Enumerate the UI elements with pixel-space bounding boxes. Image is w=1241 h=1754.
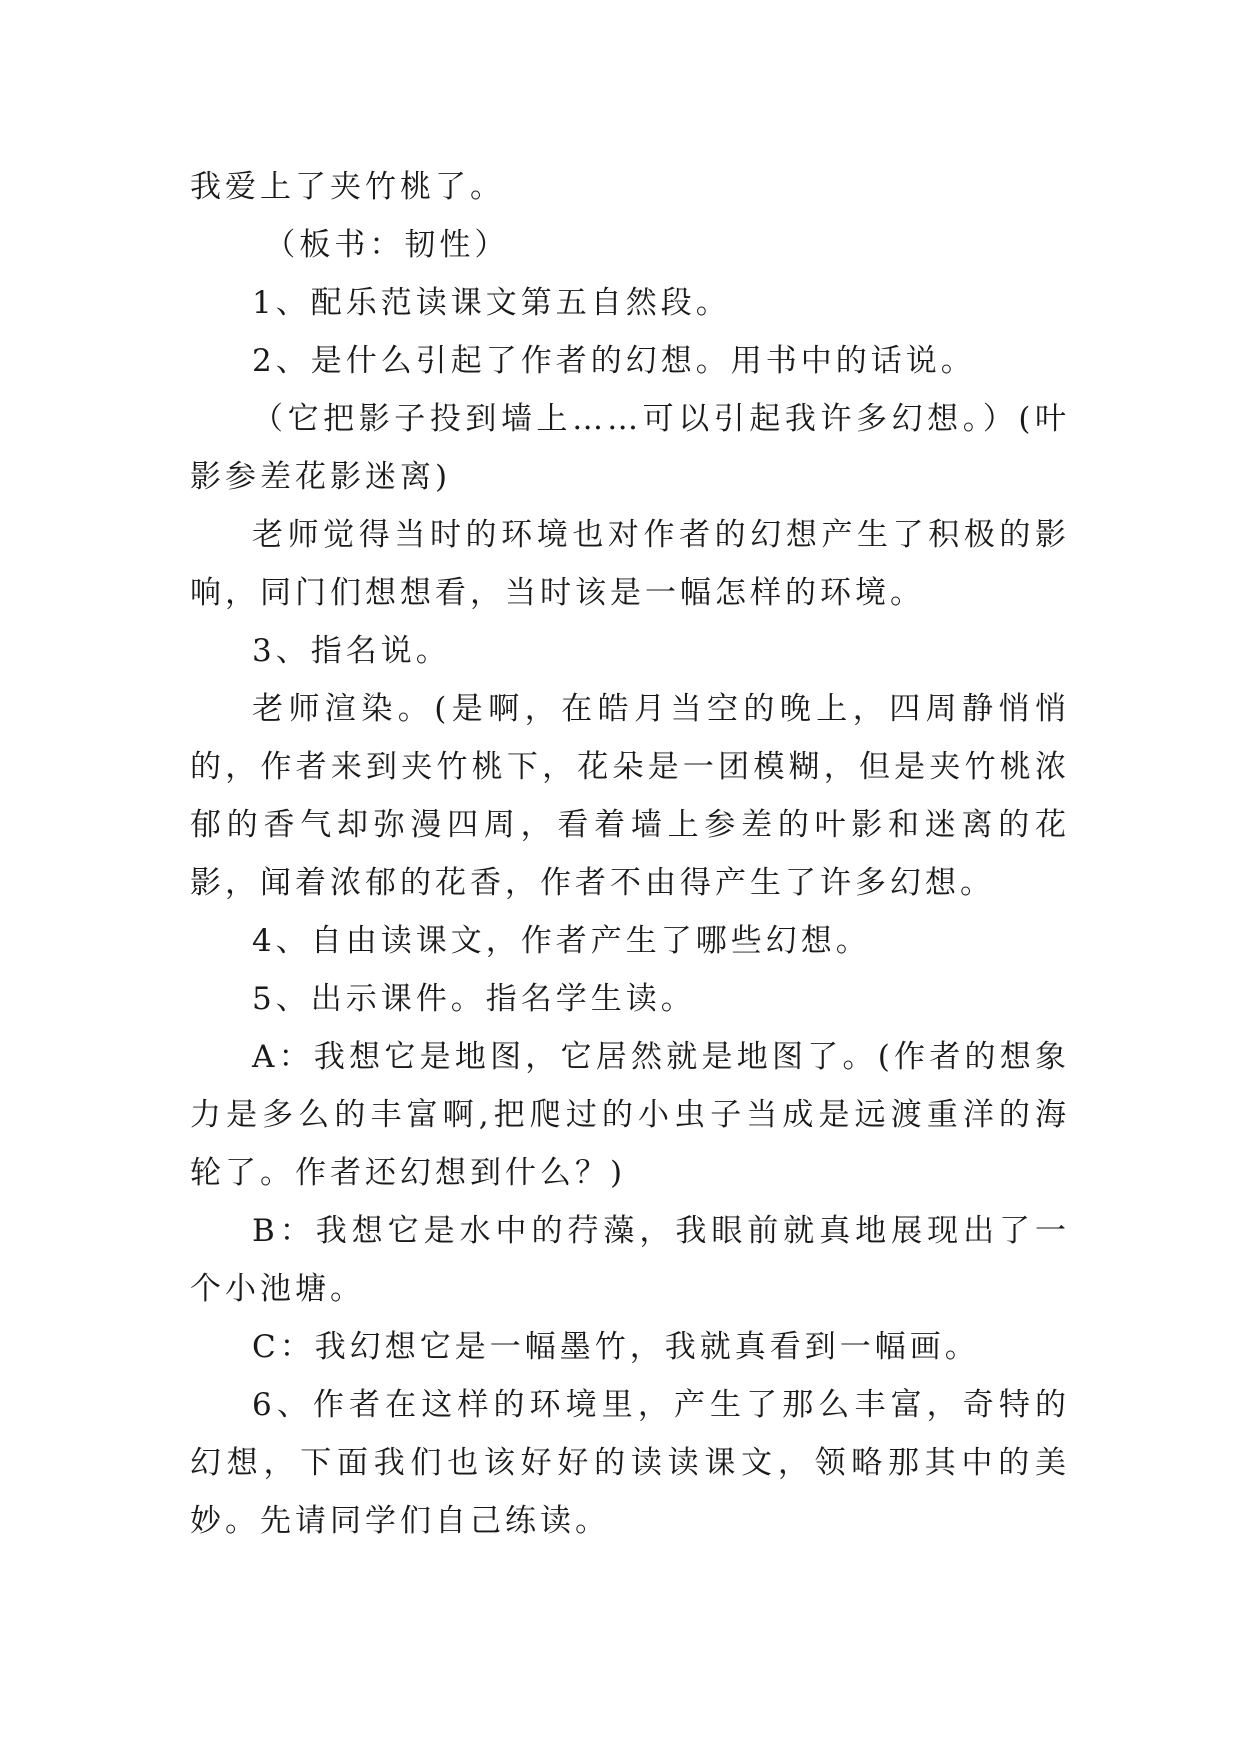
paragraph-step-4: 4、自由读课文，作者产生了哪些幻想。	[252, 923, 871, 959]
paragraph-teacher-remark: 老师觉得当时的环境也对作者的幻想产生了积极的影响，同门们想想看，当时该是一幅怎样的环境。	[190, 517, 1070, 611]
paragraph-teacher-render: 老师渲染。(是啊，在皓月当空的晚上，四周静悄悄的，作者来到夹竹桃下，花朵是一团模糊，但是夹竹桃浓郁的香气却弥漫四周，看着墙上参差的叶影和迷离的花影，闻着浓郁的花香，作者不由得产生了许多幻想。	[190, 691, 1070, 901]
paragraph-answer-a: A：我想它是地图，它居然就是地图了。(作者的想象力是多么的丰富啊,把爬过的小虫子当成是远渡重洋的海轮了。作者还幻想到什么？)	[190, 1039, 1070, 1191]
paragraph-step-2: 2、是什么引起了作者的幻想。用书中的话说。	[252, 343, 976, 379]
document-page	[190, 158, 1070, 1550]
paragraph-continuation: 我爱上了夹竹桃了。	[190, 169, 505, 205]
paragraph-step-6: 6、作者在这样的环境里，产生了那么丰富，奇特的幻想，下面我们也该好好的读读课文，领略那其中的美妙。先请同学们自己练读。	[190, 1387, 1070, 1539]
paragraph-step-1: 1、配乐范读课文第五自然段。	[252, 285, 731, 321]
paragraph-quote: （它把影子投到墙上……可以引起我许多幻想。）(叶影参差花影迷离)	[190, 401, 1070, 495]
paragraph-board-note: （板书：韧性）	[264, 227, 510, 263]
paragraph-step-3: 3、指名说。	[252, 633, 451, 669]
paragraph-step-5: 5、出示课件。指名学生读。	[252, 981, 696, 1017]
paragraph-answer-c: C：我幻想它是一幅墨竹，我就真看到一幅画。	[252, 1329, 980, 1365]
paragraph-answer-b: B：我想它是水中的荇藻，我眼前就真地展现出了一个小池塘。	[190, 1213, 1070, 1307]
